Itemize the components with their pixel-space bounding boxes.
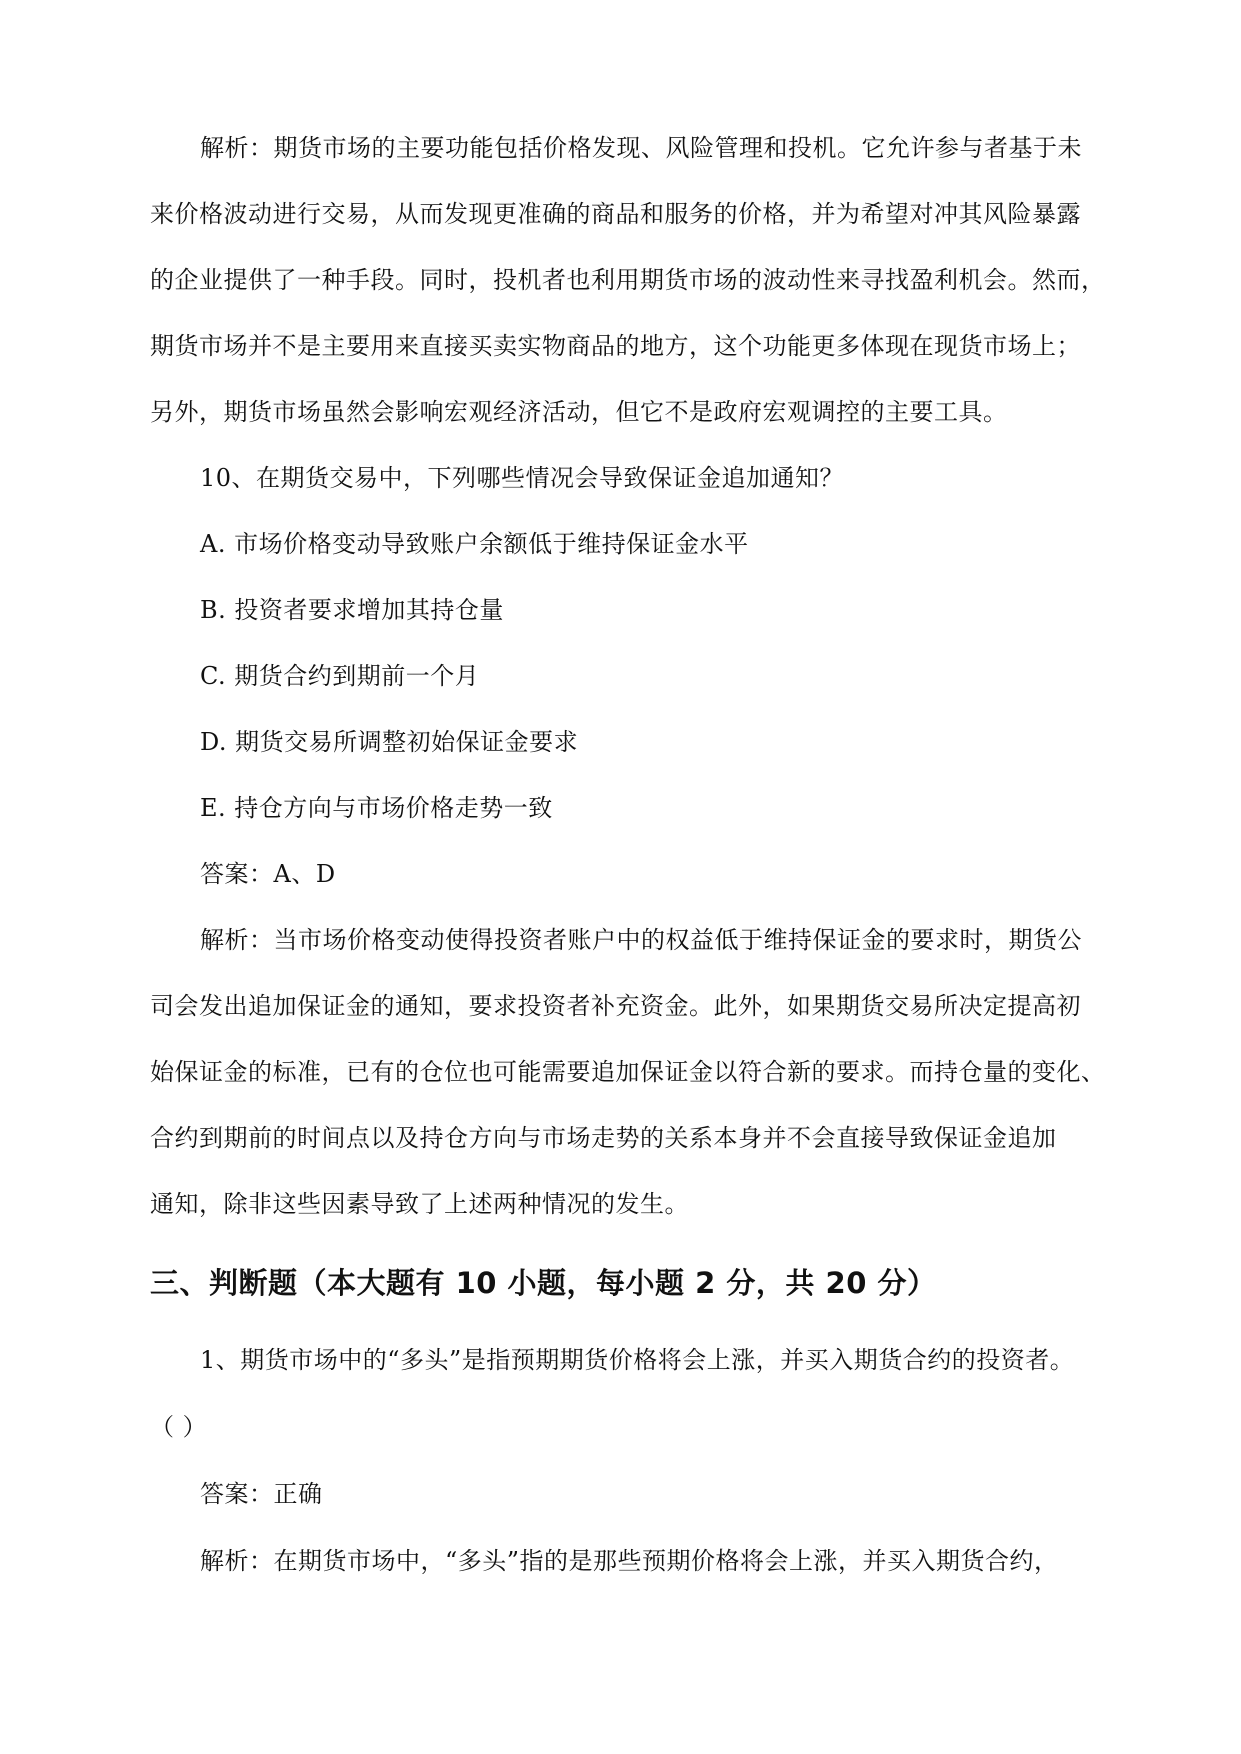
q10-option-e: E. 持仓方向与市场价格走势一致 — [200, 794, 553, 822]
tf-question-1-bracket: （ ） — [150, 1413, 208, 1441]
q10-answer: 答案：A、D — [200, 860, 336, 888]
q10-analysis-line-5: 通知，除非这些因素导致了上述两种情况的发生。 — [150, 1190, 689, 1218]
tf-question-1-answer: 答案：正确 — [200, 1480, 323, 1508]
q9-analysis-line-1: 解析：期货市场的主要功能包括价格发现、风险管理和投机。它允许参与者基于未 — [200, 134, 1082, 162]
q10-analysis-line-2: 司会发出追加保证金的通知，要求投资者补充资金。此外，如果期货交易所决定提高初 — [150, 992, 1081, 1020]
question-10: 10、在期货交易中，下列哪些情况会导致保证金追加通知？ — [200, 464, 845, 492]
q10-analysis-line-1: 解析：当市场价格变动使得投资者账户中的权益低于维持保证金的要求时，期货公 — [200, 926, 1082, 954]
tf-question-1-analysis-line-1: 解析：在期货市场中，“多头”指的是那些预期价格将会上涨，并买入期货合约， — [200, 1547, 1059, 1575]
q10-option-c: C. 期货合约到期前一个月 — [200, 662, 480, 690]
q9-analysis-line-5: 另外，期货市场虽然会影响宏观经济活动，但它不是政府宏观调控的主要工具。 — [150, 398, 1008, 426]
q9-analysis-line-2: 来价格波动进行交易，从而发现更准确的商品和服务的价格，并为希望对冲其风险暴露 — [150, 200, 1081, 228]
q9-analysis-line-3: 的企业提供了一种手段。同时，投机者也利用期货市场的波动性来寻找盈利机会。然而， — [150, 266, 1106, 294]
q10-option-b: B. 投资者要求增加其持仓量 — [200, 596, 504, 624]
q10-analysis-line-3: 始保证金的标准，已有的仓位也可能需要追加保证金以符合新的要求。而持仓量的变化、 — [150, 1058, 1106, 1086]
q10-option-a: A. 市场价格变动导致账户余额低于维持保证金水平 — [200, 530, 749, 558]
tf-question-1: 1、期货市场中的“多头”是指预期期货价格将会上涨，并买入期货合约的投资者。 — [200, 1346, 1075, 1374]
q10-analysis-line-4: 合约到期前的时间点以及持仓方向与市场走势的关系本身并不会直接导致保证金追加 — [150, 1124, 1057, 1152]
section-heading-true-false: 三、判断题（本大题有 10 小题，每小题 2 分，共 20 分） — [150, 1266, 937, 1300]
q10-option-d: D. 期货交易所调整初始保证金要求 — [200, 728, 579, 756]
q9-analysis-line-4: 期货市场并不是主要用来直接买卖实物商品的地方，这个功能更多体现在现货市场上； — [150, 332, 1081, 360]
